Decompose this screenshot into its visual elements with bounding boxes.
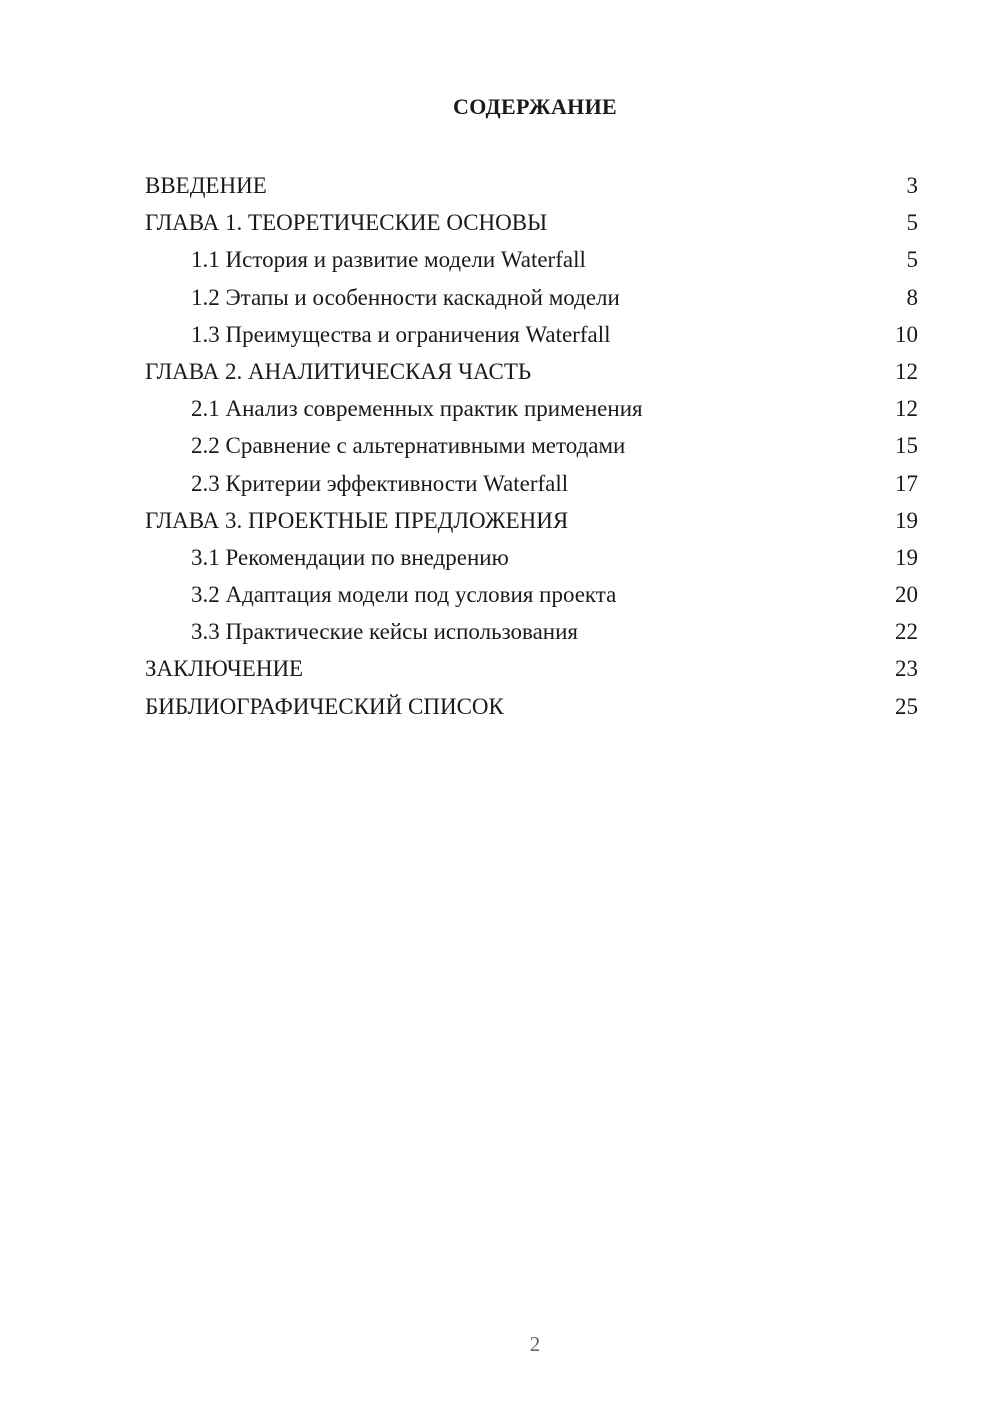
toc-entry-section-2-3: [145, 465, 918, 502]
toc-entry-label: 3.1 Рекомендации по внедрению: [191, 544, 509, 570]
toc-entry-label: ГЛАВА 3. ПРОЕКТНЫЕ ПРЕДЛОЖЕНИЯ: [145, 507, 569, 533]
toc-entry-page: 19: [895, 507, 918, 533]
toc-entry-page: 25: [895, 693, 918, 719]
toc-entry-page: 5: [906, 210, 918, 236]
toc-entry-conclusion: [145, 650, 918, 687]
toc-entry-section-2-2: [145, 427, 918, 464]
toc-entry-label: БИБЛИОГРАФИЧЕСКИЙ СПИСОК: [145, 693, 504, 719]
toc-entry-page: 17: [895, 470, 918, 496]
toc-entry-label: 3.2 Адаптация модели под условия проекта: [191, 582, 617, 608]
toc-entry-page: 19: [895, 544, 918, 570]
toc-entry-chapter-2: [145, 353, 918, 390]
toc-entry-page: 10: [895, 321, 918, 347]
toc-entry-label: 1.2 Этапы и особенности каскадной модели: [191, 284, 620, 310]
toc-entry-page: 3: [906, 173, 918, 198]
toc-entry-chapter-1: [145, 204, 918, 241]
toc-entry-page: 5: [906, 247, 918, 273]
toc-entry-section-1-2: [145, 279, 918, 316]
toc-entry-page: 12: [895, 396, 918, 422]
toc-entry-page: 8: [906, 284, 918, 310]
toc-entry-introduction: [145, 167, 918, 204]
toc-entry-page: 22: [895, 619, 918, 645]
toc-entry-page: 15: [895, 433, 918, 459]
toc-entry-page: 20: [895, 582, 918, 608]
toc-entry-page: 12: [895, 358, 918, 384]
table-of-contents: [145, 167, 918, 725]
toc-entry-label: 2.3 Критерии эффективности Waterfall: [191, 470, 569, 496]
toc-entry-label: 1.1 История и развитие модели Waterfall: [191, 247, 586, 273]
toc-entry-bibliography: [145, 688, 918, 725]
toc-entry-section-2-1: [145, 390, 918, 427]
toc-entry-label: ВВЕДЕНИЕ: [145, 173, 267, 198]
toc-entry-section-1-1: [145, 241, 918, 278]
toc-entry-label: ГЛАВА 2. АНАЛИТИЧЕСКАЯ ЧАСТЬ: [145, 358, 532, 384]
page-title: СОДЕРЖАНИЕ: [453, 94, 617, 119]
toc-entry-section-3-1: [145, 539, 918, 576]
toc-entry-section-3-2: [145, 576, 918, 613]
toc-entry-section-1-3: [145, 316, 918, 353]
toc-entry-label: 2.2 Сравнение с альтернативными методами: [191, 433, 626, 459]
toc-entry-label: 2.1 Анализ современных практик применения: [191, 396, 643, 422]
toc-entry-section-3-3: [145, 613, 918, 650]
page-number: 2: [529, 1332, 541, 1356]
toc-entry-label: 1.3 Преимущества и ограничения Waterfall: [191, 321, 611, 347]
toc-entry-chapter-3: [145, 502, 918, 539]
toc-entry-label: 3.3 Практические кейсы использования: [191, 619, 578, 645]
toc-entry-label: ГЛАВА 1. ТЕОРЕТИЧЕСКИЕ ОСНОВЫ: [145, 210, 548, 236]
toc-entry-page: 23: [895, 656, 918, 682]
toc-entry-label: ЗАКЛЮЧЕНИЕ: [145, 656, 304, 682]
